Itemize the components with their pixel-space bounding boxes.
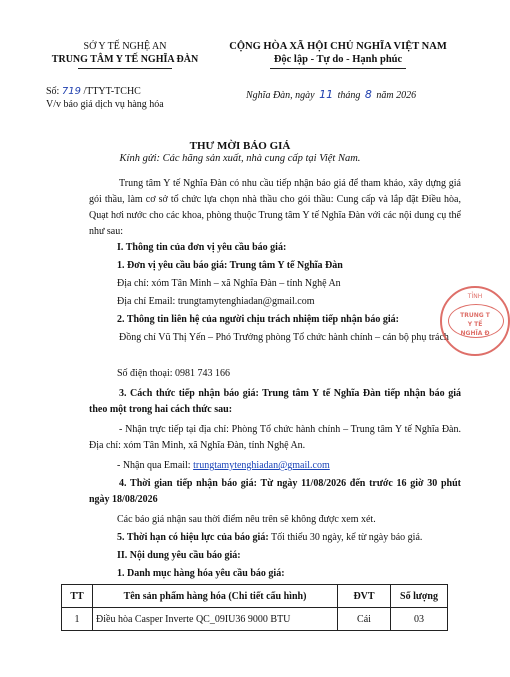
col-header-quantity: Số lượng — [391, 585, 448, 608]
intro-paragraph: Trung tâm Y tế Nghĩa Đàn có nhu cầu tiếp nhận báo giá để tham khảo, xây dựng giá gói thầu, làm cơ sở tổ chức lựa chọn nhà thầu cho gói thầu: Cung cấp và lắp đặt Điều hòa, Quạt hơi nước cho các khoa, phòng thuộc Trung tâm Y tế Nghĩa Đàn với các nội dung cụ thể như sau: — [89, 178, 461, 237]
table-header-row — [62, 585, 448, 608]
national-motto: Độc lập - Tự do - Hạnh phúc — [273, 54, 403, 65]
unit-email: Địa chỉ Email: trungtamytenghiadan@gmail.com — [117, 296, 315, 307]
date-month-label: tháng — [337, 90, 361, 101]
date-month-handwritten: 8 — [364, 88, 372, 101]
section1-heading: I. Thông tin của đơn vị yêu cầu báo giá: — [117, 242, 287, 253]
col-header-unit: ĐVT — [338, 585, 391, 608]
method-email-prefix: - Nhận qua Email: — [117, 460, 191, 471]
nation-name: CỘNG HÒA XÃ HỘI CHỦ NGHĨA VIỆT NAM — [229, 41, 447, 52]
section2-heading: II. Nội dung yêu cầu báo giá: — [117, 550, 241, 561]
document-title: THƯ MỜI BÁO GIÁ — [189, 140, 291, 152]
official-stamp — [440, 286, 510, 356]
document-subject: V/v báo giá dịch vụ hàng hóa — [46, 99, 164, 110]
contact-person: Đồng chí Vũ Thị Yến – Phó Trưởng phòng Tổ chức hành chính – cán bộ phụ trách — [119, 332, 449, 343]
stamp-line1: TRUNG T — [460, 312, 490, 319]
time-note: Các báo giá nhận sau thời điểm nêu trên sẽ không được xem xét. — [117, 514, 376, 525]
method-email-link[interactable]: trungtamytenghiadan@gmail.com — [193, 460, 330, 471]
method-direct: - Nhận trực tiếp tại địa chỉ: Phòng Tổ chức hành chính – Trung tâm Y tế Nghĩa Đàn. Địa chỉ: xóm Tân Minh, xã Nghĩa Đàn, tỉnh Nghệ An. — [89, 424, 461, 451]
unit-address: Địa chỉ: xóm Tân Minh – xã Nghĩa Đàn – tỉnh Nghệ An — [117, 278, 341, 289]
stamp-line2: Y TẾ — [467, 321, 483, 328]
stamp-top-text: TỈNH — [467, 293, 483, 300]
organization-name: TRUNG TÂM Y TẾ NGHĨA ĐÀN — [51, 54, 199, 65]
ministry-name: SỞ Y TẾ NGHỆ AN — [83, 41, 167, 52]
cell-product: Điều hòa Casper Inverte QC_09IU36 9000 BTU — [93, 608, 338, 631]
header-left — [40, 40, 210, 66]
cell-tt: 1 — [62, 608, 93, 631]
date-place: Nghĩa Đàn, ngày — [246, 90, 315, 101]
validity-line — [117, 530, 422, 546]
header-right — [218, 40, 458, 66]
document-meta — [46, 85, 164, 111]
col-header-tt: TT — [62, 585, 93, 608]
contact-heading: 2. Thông tin liên hệ của người chịu trách nhiệm tiếp nhận báo giá: — [117, 314, 399, 325]
header-left-rule — [78, 68, 172, 69]
stamp-line3: NGHĨA Đ — [460, 330, 490, 337]
cell-unit: Cái — [338, 608, 391, 631]
doc-number-handwritten: 719 — [61, 86, 81, 97]
date-day-handwritten: 11 — [319, 88, 334, 101]
document-number — [46, 85, 164, 98]
method-heading: 3. Cách thức tiếp nhận báo giá: Trung tâm Y tế Nghĩa Đàn tiếp nhận báo giá theo một trong hai cách thức sau: — [89, 388, 461, 415]
unit-heading: 1. Đơn vị yêu cầu báo giá: Trung tâm Y tế Nghĩa Đàn — [117, 260, 343, 271]
goods-table — [61, 584, 448, 631]
col-header-product: Tên sản phẩm hàng hóa (Chi tiết cấu hình) — [93, 585, 338, 608]
document-date — [246, 88, 416, 101]
cell-quantity: 03 — [391, 608, 448, 631]
doc-number-prefix: Số: — [46, 86, 60, 97]
table-row — [62, 608, 448, 631]
greeting: Kính gửi: Các hãng sản xuất, nhà cung cấp tại Việt Nam. — [119, 153, 361, 164]
validity-text: Tối thiểu 30 ngày, kể từ ngày báo giá. — [270, 532, 423, 543]
stamp-inner-ring — [448, 304, 504, 338]
header-right-rule — [270, 68, 406, 69]
doc-number-suffix: /TTYT-TCHC — [83, 86, 141, 97]
validity-label: 5. Thời hạn có hiệu lực của báo giá: — [117, 532, 269, 543]
method-email — [117, 458, 330, 474]
date-year: năm 2026 — [376, 90, 417, 101]
contact-phone: Số điện thoại: 0981 743 166 — [117, 368, 231, 379]
list-heading: 1. Danh mục hàng hóa yêu cầu báo giá: — [117, 568, 285, 579]
time-heading: 4. Thời gian tiếp nhận báo giá: Từ ngày 11/08/2026 đến trước 16 giờ 30 phút ngày 18/08/2026 — [89, 478, 461, 505]
